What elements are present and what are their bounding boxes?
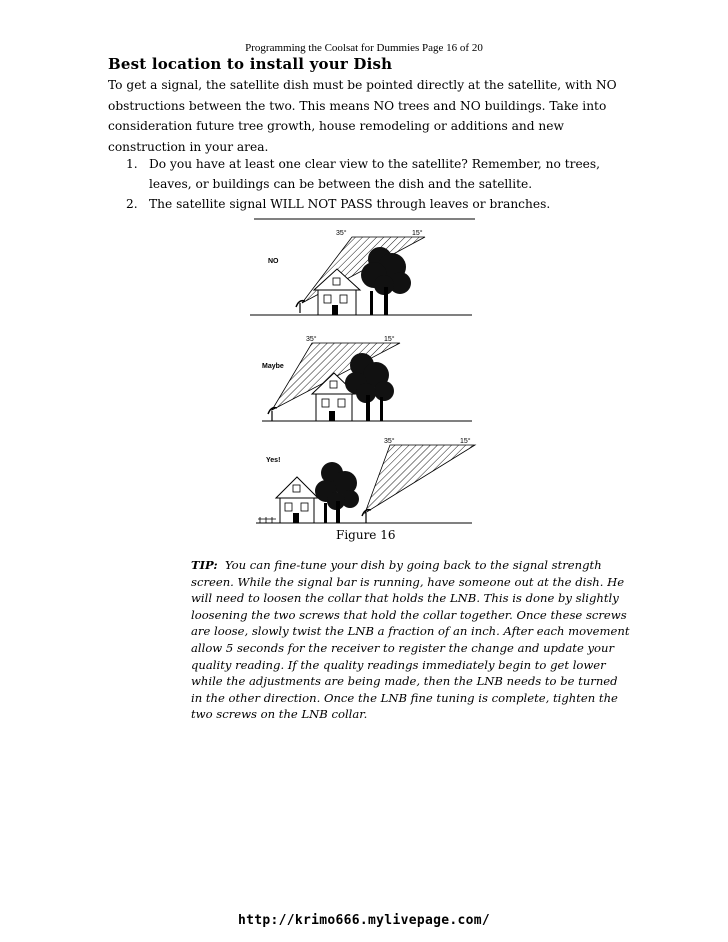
panel-label: Maybe xyxy=(262,363,284,370)
angle-low-label: 15° xyxy=(384,336,395,343)
panel-yes xyxy=(256,437,475,523)
angle-high-label: 35° xyxy=(336,230,347,237)
checklist xyxy=(126,154,626,214)
tree-icon xyxy=(361,247,411,315)
tip-text: You can fine-tune your dish by going back to the signal strength screen. While the signal bar is running, have someone out at the dish. He will need to loosen the collar that holds the LNB. This is done by slightly loosening the two screws that hold the collar together. Once these screws are loose, slowly twist the LNB a fraction of an inch. After each movement allow 5 seconds for the receiver to register the change and update your quality reading. If the quality readings immediately begin to get lower while the adjustments are being made, then the LNB needs to be turned in the other direction. Once the LNB fine tuning is complete, tighten the two screws on the LNB collar. xyxy=(191,558,630,722)
angle-low-label: 15° xyxy=(460,438,471,445)
section-title: Best location to install your Dish xyxy=(108,55,393,73)
tip-block xyxy=(191,557,631,723)
panel-maybe xyxy=(262,335,472,421)
figure-caption: Figure 16 xyxy=(336,528,396,542)
tip-label: TIP: xyxy=(191,558,218,572)
panel-no xyxy=(250,229,472,315)
satellite-line-of-sight-figure xyxy=(250,215,480,525)
list-item-text: The satellite signal WILL NOT PASS through leaves or branches. xyxy=(149,197,551,211)
panel-label: Yes! xyxy=(266,457,281,464)
angle-high-label: 35° xyxy=(306,336,317,343)
list-item xyxy=(126,194,626,214)
footer-url: http://krimo666.mylivepage.com/ xyxy=(238,913,490,928)
angle-low-label: 15° xyxy=(412,230,423,237)
list-item-text: Do you have at least one clear view to the satellite? Remember, no trees, leaves, or buildings can be between the dish and the satellite. xyxy=(149,157,601,191)
list-item xyxy=(126,154,626,194)
list-number: 2. xyxy=(126,197,138,211)
house-icon xyxy=(276,477,318,523)
list-number: 1. xyxy=(126,157,138,171)
panel-label: NO xyxy=(268,258,279,265)
signal-cone xyxy=(365,445,475,513)
fence-icon xyxy=(258,517,276,523)
intro-paragraph: To get a signal, the satellite dish must be pointed directly at the satellite, with NO obstructions between the two. This means NO trees and NO buildings. Take into consideration future tree growth, house remodeling or additions and new construction in your area. xyxy=(108,78,617,154)
tree-icon xyxy=(315,462,359,523)
page-header: Programming the Coolsat for Dummies Page 16 of 20 xyxy=(245,42,483,54)
angle-high-label: 35° xyxy=(384,438,395,445)
